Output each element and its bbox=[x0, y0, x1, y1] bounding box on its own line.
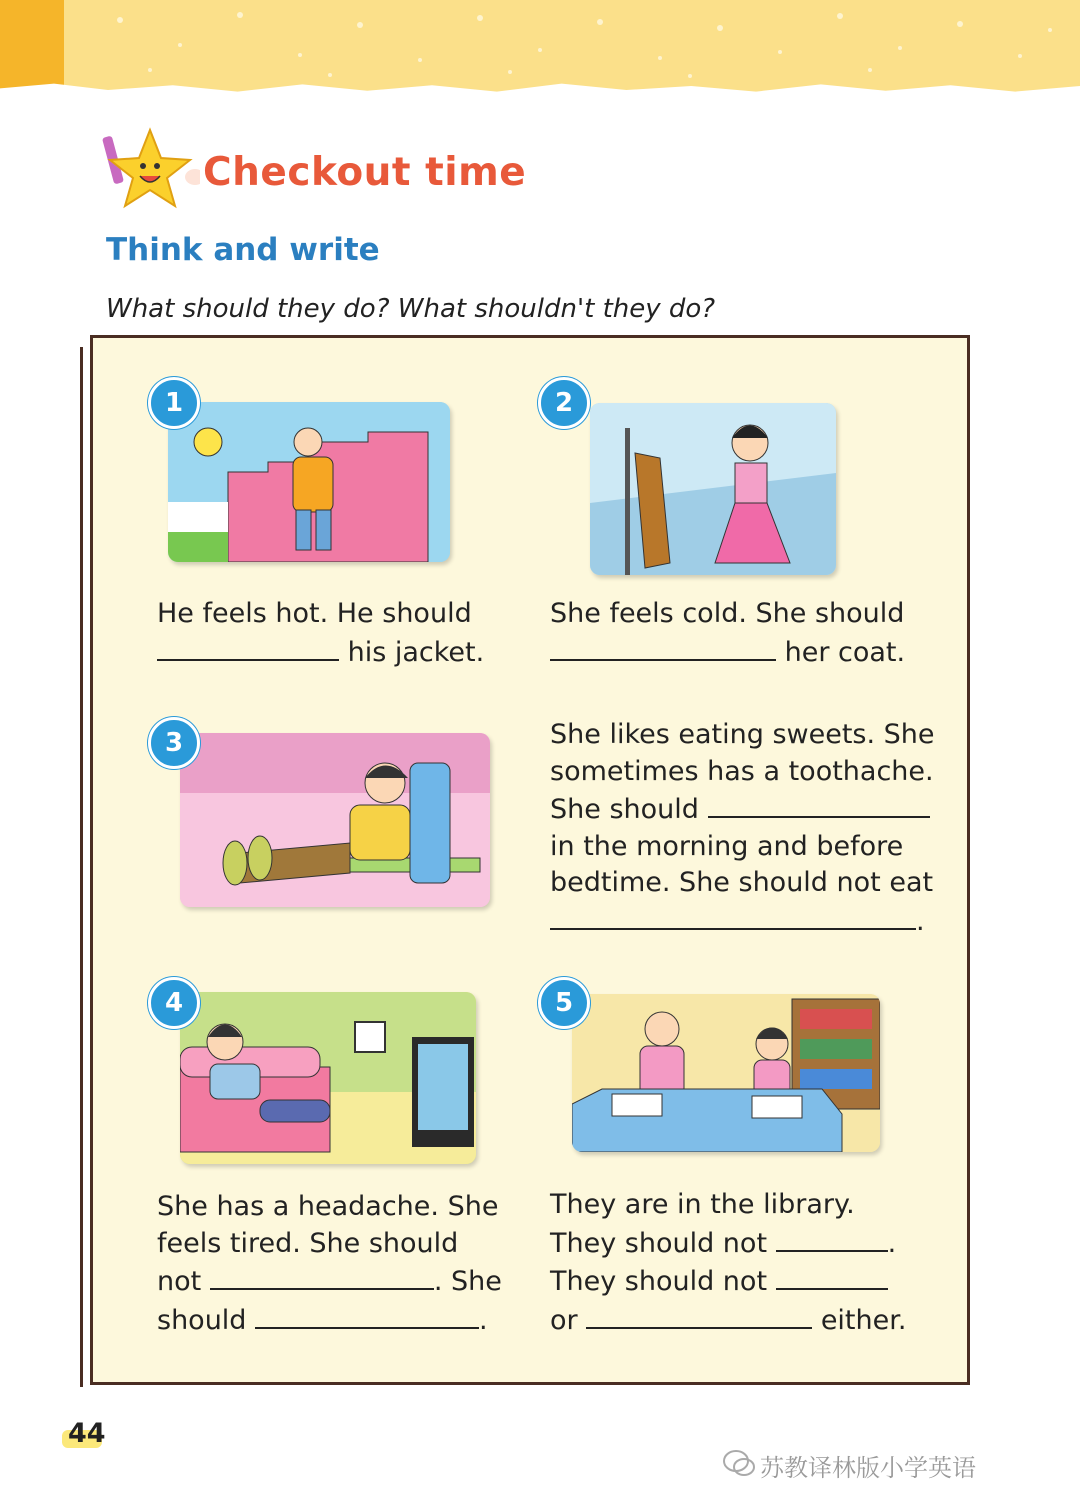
item-5-line-2-end: . bbox=[887, 1227, 897, 1259]
item-number-badge: 1 bbox=[148, 377, 200, 429]
picture-cold-girl bbox=[590, 403, 836, 575]
item-3-line-6: . bbox=[916, 905, 925, 937]
item-5-line-2: They should not bbox=[550, 1227, 768, 1259]
answer-blank[interactable] bbox=[586, 1301, 812, 1329]
item-5-text bbox=[550, 1187, 950, 1339]
item-4-line-2: feels tired. She should bbox=[157, 1227, 459, 1259]
item-5-line-4-end: either. bbox=[820, 1304, 907, 1336]
item-number-badge: 5 bbox=[538, 977, 590, 1029]
item-4-line-4-end: . bbox=[479, 1304, 488, 1336]
answer-blank[interactable] bbox=[550, 902, 916, 930]
picture-library-kids bbox=[572, 994, 880, 1152]
instruction: What should they do? What shouldn't they do? bbox=[106, 294, 716, 324]
watermark-text: 苏教译林版小学英语 bbox=[760, 1454, 976, 1482]
item-3-line-1: She likes eating sweets. She bbox=[550, 719, 935, 750]
item-2-line-2: her coat. bbox=[784, 636, 906, 668]
answer-blank[interactable] bbox=[550, 633, 776, 661]
banner-tab bbox=[0, 0, 64, 92]
answer-blank[interactable] bbox=[210, 1262, 434, 1290]
page-number: 44 bbox=[68, 1418, 106, 1449]
item-3-line-5: bedtime. She should not eat bbox=[550, 867, 934, 898]
top-banner bbox=[0, 0, 1080, 92]
item-2-line-1: She feels cold. She should bbox=[550, 598, 905, 629]
star-mascot-icon bbox=[100, 122, 200, 217]
answer-blank[interactable] bbox=[157, 633, 339, 661]
section-title: Checkout time bbox=[203, 150, 527, 195]
item-2-text bbox=[550, 596, 930, 671]
item-number-badge: 3 bbox=[148, 717, 200, 769]
item-4-line-3-end: . She bbox=[433, 1266, 502, 1297]
answer-blank[interactable] bbox=[776, 1262, 888, 1290]
item-5-line-1: They are in the library. bbox=[550, 1189, 855, 1220]
item-3-line-4: in the morning and before bbox=[550, 830, 904, 862]
item-5-line-3: They should not bbox=[550, 1266, 768, 1297]
item-3-line-2: sometimes has a toothache. bbox=[550, 755, 934, 787]
item-4-line-1: She has a headache. She bbox=[157, 1191, 499, 1222]
wechat-icon bbox=[722, 1448, 756, 1478]
star-pattern bbox=[0, 0, 1080, 92]
item-3-text bbox=[550, 717, 950, 940]
item-1-line-1: He feels hot. He should bbox=[157, 598, 472, 629]
item-4-line-4: should bbox=[157, 1304, 247, 1336]
item-3-line-3: She should bbox=[550, 794, 699, 825]
picture-headache-girl bbox=[180, 992, 476, 1164]
answer-blank[interactable] bbox=[776, 1224, 888, 1252]
picture-toothache-girl bbox=[180, 733, 490, 907]
item-4-text bbox=[157, 1189, 517, 1339]
item-number-badge: 4 bbox=[148, 977, 200, 1029]
answer-blank[interactable] bbox=[708, 790, 930, 818]
item-4-line-3: not bbox=[157, 1266, 202, 1297]
picture-hot-boy bbox=[168, 402, 450, 562]
exercise-heading: Think and write bbox=[106, 232, 380, 268]
answer-blank[interactable] bbox=[255, 1301, 479, 1329]
item-number-badge: 2 bbox=[538, 377, 590, 429]
item-1-text bbox=[157, 596, 497, 671]
item-1-line-2: his jacket. bbox=[347, 636, 485, 668]
item-5-line-4: or bbox=[550, 1304, 578, 1336]
